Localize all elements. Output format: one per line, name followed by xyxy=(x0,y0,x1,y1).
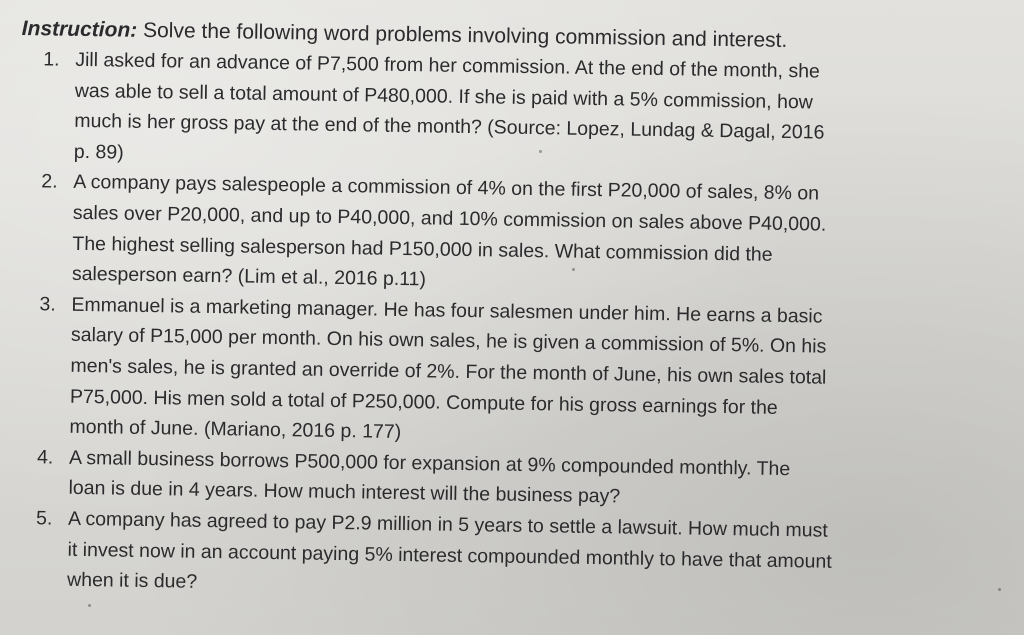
paper-speck xyxy=(539,150,542,153)
problem-text-line: P75,000. His men sold a total of P250,000. Compute for his gross earnings for the xyxy=(69,385,778,419)
problem-text-line: salesperson earn? (Lim et al., 2016 p.11) xyxy=(71,262,427,291)
problem-list xyxy=(13,44,1007,610)
problem-text-line: month of June. (Mariano, 2016 p. 177) xyxy=(69,415,402,444)
problem-text-line: A company pays salespeople a commission of 4% on the first P20,000 of sales, 8% on xyxy=(73,171,820,205)
problem-text-line: A small business borrows P500,000 for expansion at 9% compounded monthly. The xyxy=(68,446,791,480)
problem-number: 3. xyxy=(39,293,56,316)
problem-text-line: sales over P20,000, and up to P40,000, and 10% commission on sales above P40,000. xyxy=(72,201,827,236)
problem-text-line: it invest now in an account paying 5% interest compounded monthly to have that amount xyxy=(67,538,832,573)
problem-3 xyxy=(15,289,1002,457)
paper-speck xyxy=(88,604,91,607)
instruction-label: Instruction: xyxy=(21,16,138,42)
problem-text-line: A company has agreed to pay P2.9 million in 5 years to settle a lawsuit. How much must xyxy=(67,507,828,542)
problem-text-line: p. 89) xyxy=(73,140,124,164)
problem-number: 4. xyxy=(36,446,54,469)
problem-5 xyxy=(13,503,999,610)
problem-2 xyxy=(18,166,1005,304)
problem-text-line: loan is due in 4 years. How much interest will the business pay? xyxy=(68,477,621,508)
problem-text-line: salary of P15,000 per month. On his own sales, he is given a commission of 5%. On his xyxy=(70,324,827,359)
problem-1 xyxy=(20,44,1007,182)
worksheet xyxy=(13,14,1007,610)
problem-text-line: Emmanuel is a marketing manager. He has four salesmen under him. He earns a basic xyxy=(71,293,823,328)
problem-text-line: men's sales, he is granted an override of 2%. For the month of June, his own sales total xyxy=(70,354,827,389)
problem-number: 1. xyxy=(43,48,60,71)
problem-text-line: The highest selling salesperson had P150,000 in sales. What commission did the xyxy=(72,232,773,266)
problem-number: 2. xyxy=(41,170,58,193)
problem-number: 5. xyxy=(35,507,53,530)
problem-text-line: when it is due? xyxy=(66,568,198,593)
problem-text-line: much is her gross pay at the end of the month? (Source: Lopez, Lundag & Dagal, 2016 xyxy=(74,110,825,144)
paper-speck xyxy=(998,588,1001,591)
problem-text-line: Jill asked for an advance of P7,500 from her commission. At the end of the month, she xyxy=(75,48,821,83)
problem-text-line: was able to sell a total amount of P480,000. If she is paid with a 5% commission, how xyxy=(74,79,814,114)
instruction-text: Solve the following word problems involving commission and interest. xyxy=(142,18,788,53)
paper-speck xyxy=(572,268,575,271)
